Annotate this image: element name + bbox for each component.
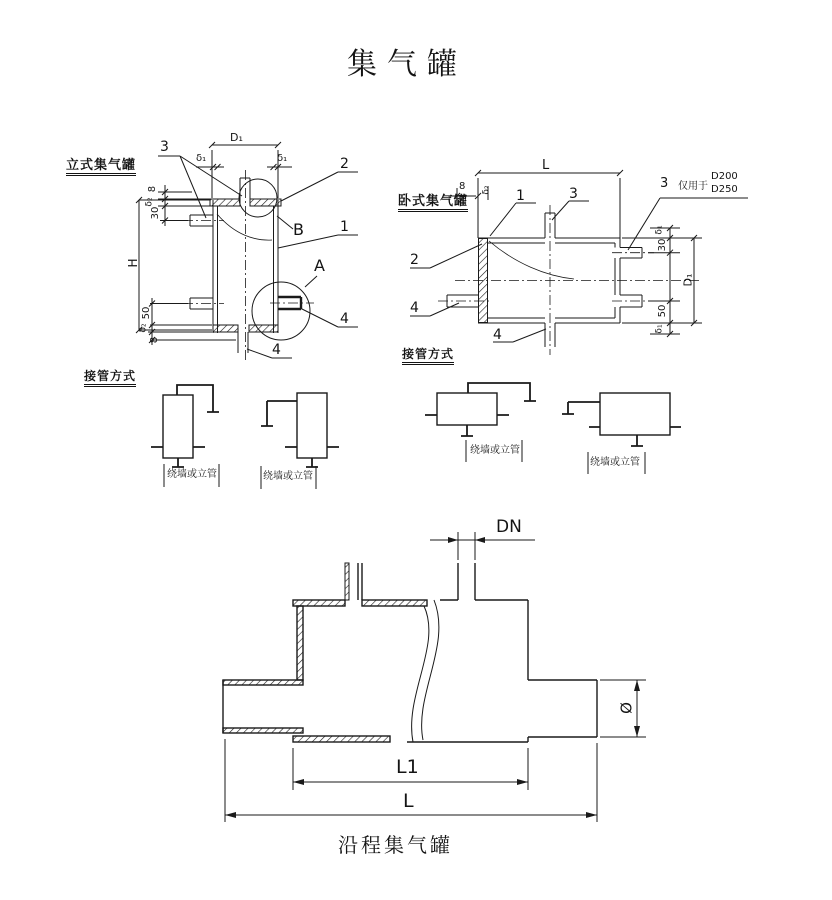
detail-label-b: B — [293, 220, 304, 239]
part-label-2-h: 2 — [410, 252, 419, 268]
dim-bottom-8: 8 — [149, 336, 160, 344]
dim-d1: D₁ — [230, 131, 243, 144]
note-d250: D250 — [711, 184, 738, 195]
part-label-4-left-h: 4 — [410, 300, 419, 316]
dim-bottom-delta2: δ₂ — [138, 323, 149, 333]
dim-top-8: 8 — [147, 185, 158, 193]
note-d200: D200 — [711, 171, 738, 182]
dim-top-delta2: δ₂ — [144, 197, 155, 207]
detail-label-a: A — [314, 256, 325, 275]
part-label-3-h: 3 — [569, 186, 578, 202]
dim-height-h: H — [126, 258, 140, 268]
along-run-tank-caption: 沿程集气罐 — [338, 835, 453, 857]
part-label-2: 2 — [340, 156, 349, 172]
dim-top-delta2-h: δ₂ — [481, 185, 492, 195]
pipe-note-2: 绕墙或立管 — [263, 471, 313, 482]
dim-top-8-h: 8 — [459, 181, 466, 192]
dim-bottom-50: 50 — [141, 306, 152, 320]
dim-delta1-right: δ₁ — [277, 153, 288, 164]
dim-phi: Ø — [617, 702, 636, 714]
dim-delta1-top-h: δ₁ — [654, 225, 665, 235]
dim-30-h: 30 — [657, 238, 668, 252]
dim-top-30: 30 — [150, 206, 161, 220]
part-label-4-side: 4 — [340, 311, 349, 327]
vertical-tank-heading: 立式集气罐 — [66, 158, 136, 176]
pipe-note-1: 绕墙或立管 — [167, 469, 217, 480]
pipe-note-4: 绕墙或立管 — [590, 457, 640, 468]
dim-delta1-bottom-h: δ₁ — [654, 324, 665, 334]
dim-l: L — [403, 790, 414, 812]
part-label-3: 3 — [160, 139, 169, 155]
connection-methods-heading-left: 接管方式 — [84, 370, 136, 387]
sheet-title: 集气罐 — [347, 48, 467, 81]
horizontal-tank-heading: 卧式集气罐 — [398, 194, 468, 212]
part-label-4-bottom-h: 4 — [493, 327, 502, 343]
part-label-4-bottom: 4 — [272, 342, 281, 358]
dim-dn: DN — [496, 517, 522, 537]
connection-methods-heading-right: 接管方式 — [402, 348, 454, 365]
dim-d1-h: D₁ — [681, 273, 695, 287]
pipe-note-3: 绕墙或立管 — [470, 445, 520, 456]
note-part-number: 3 — [660, 176, 669, 191]
dim-delta1-left: δ₁ — [196, 153, 207, 164]
dim-l1: L1 — [396, 756, 419, 778]
part-label-1-h: 1 — [516, 188, 525, 204]
part-label-1: 1 — [340, 219, 349, 235]
dim-length-l: L — [542, 158, 550, 173]
note-only-for-text: 仅用于 — [678, 181, 708, 192]
along-run-tank-drawing — [223, 532, 646, 822]
dim-50-h: 50 — [657, 304, 668, 318]
vertical-tank-drawing — [136, 139, 358, 362]
